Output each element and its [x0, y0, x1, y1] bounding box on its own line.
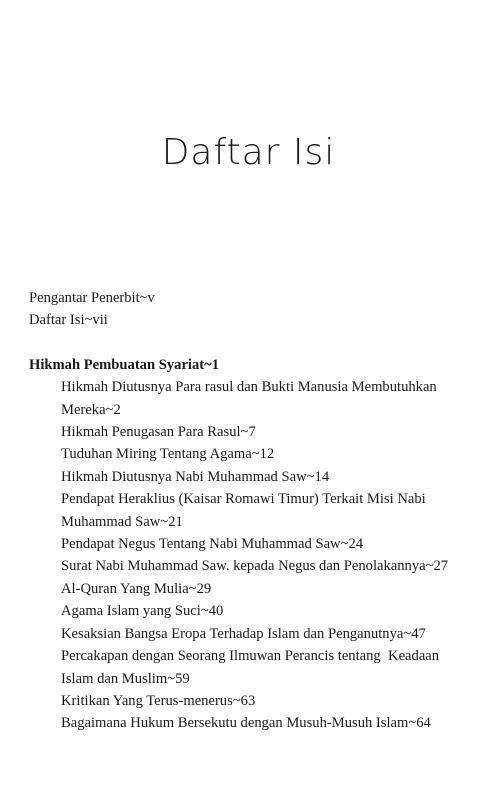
- toc-entry: [29, 623, 479, 645]
- toc-entry-line: Percakapan dengan Seorang Ilmuwan Perancis tentang Keadaan: [61, 648, 440, 665]
- toc-entry: [29, 466, 479, 488]
- toc-entry-line: Pendapat Negus Tentang Nabi Muhammad Saw~24: [61, 536, 364, 553]
- toc-entry-line: Pendapat Heraklius (Kaisar Romawi Timur) Terkait Misi Nabi: [61, 491, 426, 508]
- toc-entry-line: Kesaksian Bangsa Eropa Terhadap Islam dan Penganutnya~47: [61, 625, 426, 642]
- toc-entry-line: Kritikan Yang Terus-menerus~63: [61, 692, 256, 709]
- toc-entry-line: Tuduhan Miring Tentang Agama~12: [61, 446, 275, 463]
- table-of-contents: [29, 287, 479, 735]
- toc-item-pengantar-penerbit: Pengantar Penerbit~v: [29, 290, 155, 306]
- toc-entry-line: Al-Quran Yang Mulia~29: [61, 580, 212, 597]
- page-title: Daftar Isi: [161, 132, 336, 173]
- toc-entry: [29, 421, 479, 443]
- toc-entry: [29, 645, 479, 690]
- toc-section-heading: Hikmah Pembuatan Syariat~1: [29, 356, 220, 373]
- toc-entry-line: Bagaimana Hukum Bersekutu dengan Musuh-Musuh Islam~64: [61, 715, 431, 732]
- toc-entry-line: Hikmah Diutusnya Nabi Muhammad Saw~14: [61, 468, 330, 485]
- toc-entry: [29, 443, 479, 465]
- toc-entry: [29, 690, 479, 712]
- toc-entry-line: Surat Nabi Muhammad Saw. kepada Negus dan Penolakannya~27: [61, 558, 449, 575]
- toc-entry: [29, 600, 479, 622]
- toc-entry-line: Islam dan Muslim~59: [61, 670, 190, 687]
- toc-entry: [29, 578, 479, 600]
- toc-entry: [29, 488, 479, 533]
- toc-entry-line: Hikmah Penugasan Para Rasul~7: [61, 424, 256, 441]
- toc-entry: [29, 555, 479, 577]
- toc-item-daftar-isi: Daftar Isi~vii: [29, 312, 108, 329]
- toc-entry-line: Hikmah Diutusnya Para rasul dan Bukti Manusia Membutuhkan: [61, 379, 437, 396]
- toc-entry-line: Muhammad Saw~21: [61, 513, 183, 530]
- toc-entry: [29, 533, 479, 555]
- toc-entry-line: Mereka~2: [61, 401, 121, 418]
- toc-entry: [29, 376, 479, 421]
- toc-entry: [29, 712, 479, 734]
- toc-entry-line: Agama Islam yang Suci~40: [61, 603, 224, 620]
